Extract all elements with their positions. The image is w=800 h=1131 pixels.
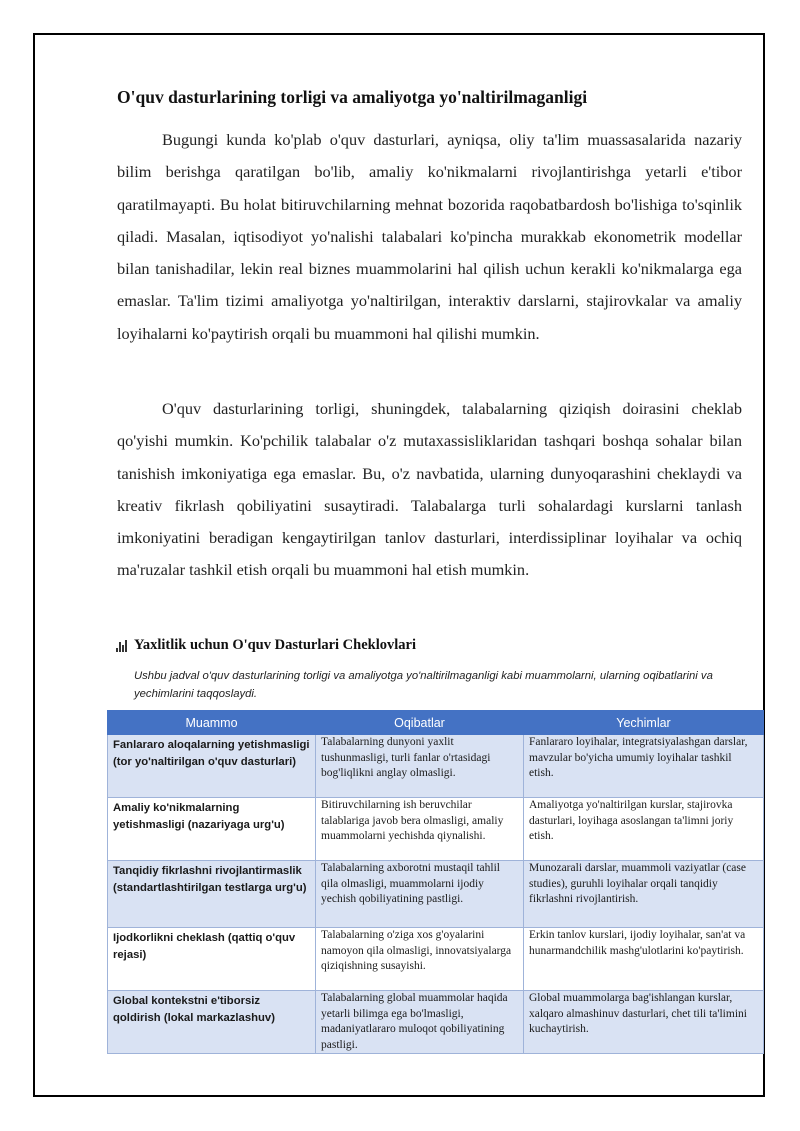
table-header-row xyxy=(108,711,764,735)
table-row xyxy=(108,928,764,991)
consequence-cell: Talabalarning o'ziga xos g'oyalarini namoyon qila olmasligi, innovatsiyalarga qiziqishning susayishi. xyxy=(316,928,524,991)
consequence-cell: Talabalarning dunyoni yaxlit tushunmasligi, turli fanlar o'rtasidagi bog'liqlikni anglay olmasligi. xyxy=(316,735,524,798)
bar-chart-icon xyxy=(116,640,128,652)
consequence-cell: Talabalarning axborotni mustaqil tahlil qila olmasligi, muammolarni ijodiy yechish qobiliyatining pastligi. xyxy=(316,861,524,928)
solution-cell: Fanlararo loyihalar, integratsiyalashgan darslar, mavzular bo'yicha umumiy loyihalar tashkil etish. xyxy=(524,735,764,798)
solution-cell: Erkin tanlov kurslari, ijodiy loyihalar, san'at va hunarmandchilik mashg'ulotlarini ko'paytirish. xyxy=(524,928,764,991)
comparison-table xyxy=(107,710,764,1054)
header-yechimlar: Yechimlar xyxy=(524,711,764,735)
table-row xyxy=(108,735,764,798)
consequence-cell: Talabalarning global muammolar haqida yetarli bilimga ega bo'lmasligi, madaniyatlararo muloqot qobiliyatining pastligi. xyxy=(316,991,524,1054)
problem-cell: Amaliy ko'nikmalarning yetishmasligi (nazariyaga urg'u) xyxy=(108,798,316,861)
paragraph-1: Bugungi kunda ko'plab o'quv dasturlari, ayniqsa, oliy ta'lim muassasalarida nazariy bilim berishga qaratilgan bo'lib, amaliy ko'nikmalarni rivojlantirishga yetarli e'tibor qaratilmayapti. Bu holat bitiruvchilarning mehnat bozorida raqobatbardosh bo'lishiga to'sqinlik qiladi. Masalan, iqtisodiyot yo'nalishi talabalari ko'pincha murakkab ekonometrik modellar bilan tanishadilar, lekin real biznes muammolarini hal qilish uchun kerakli ko'nikmalarga ega emaslar. Ta'lim tizimi amaliyotga yo'naltirilgan, interaktiv darslarni, stajirovkalar va amaliy loyihalarni ko'paytirish orqali bu muammoni hal qilishi mumkin. xyxy=(117,130,742,343)
table-caption: Ushbu jadval o'quv dasturlarining torligi va amaliyotga yo'naltirilmaganligi kabi muammolarni, ularning oqibatlarini va yechimlarini taqqoslaydi. xyxy=(134,670,713,700)
table-title xyxy=(116,637,416,654)
solution-cell: Global muammolarga bag'ishlangan kurslar, xalqaro almashinuv dasturlari, chet tili ta'limini kuchaytirish. xyxy=(524,991,764,1054)
problem-cell: Tanqidiy fikrlashni rivojlantirmaslik (standartlashtirilgan testlarga urg'u) xyxy=(108,861,316,928)
table-row xyxy=(108,861,764,928)
consequence-cell: Bitiruvchilarning ish beruvchilar talablariga javob bera olmasligi, amaliy muammolarni yechishda qiynalishi. xyxy=(316,798,524,861)
solution-cell: Amaliyotga yo'naltirilgan kurslar, stajirovka dasturlari, loyihaga asoslangan ta'limni joriy etish. xyxy=(524,798,764,861)
header-oqibatlar: Oqibatlar xyxy=(316,711,524,735)
problem-cell: Fanlararo aloqalarning yetishmasligi (tor yo'naltirilgan o'quv dasturlari) xyxy=(108,735,316,798)
problem-cell: Global kontekstni e'tiborsiz qoldirish (lokal markazlashuv) xyxy=(108,991,316,1054)
problem-cell: Ijodkorlikni cheklash (qattiq o'quv rejasi) xyxy=(108,928,316,991)
table-title-text: Yaxlitlik uchun O'quv Dasturlari Cheklovlari xyxy=(134,637,416,653)
header-muammo: Muammo xyxy=(108,711,316,735)
paragraph-2: O'quv dasturlarining torligi, shuningdek, talabalarning qiziqish doirasini cheklab qo'yishi mumkin. Ko'pchilik talabalar o'z mutaxassisliklaridan tashqari boshqa sohalar bilan tanishish imkoniyatiga ega emaslar. Bu, o'z navbatida, ularning dunyoqarashini cheklaydi va kreativ fikrlash qobiliyatini susaytiradi. Talabalarga turli sohalardagi kurslarni tanlash imkoniyatini beradigan kengaytirilgan tanlov dasturlari, interdissiplinar loyihalar va ochiq ma'ruzalar tashkil etish orqali bu muammoni hal etish mumkin. xyxy=(117,399,742,580)
solution-cell: Munozarali darslar, muammoli vaziyatlar (case studies), guruhli loyihalar orqali tanqidiy fikrlashni rivojlantirish. xyxy=(524,861,764,928)
section-heading: O'quv dasturlarining torligi va amaliyotga yo'naltirilmaganligi xyxy=(117,87,588,107)
table-row xyxy=(108,798,764,861)
table-row xyxy=(108,991,764,1054)
